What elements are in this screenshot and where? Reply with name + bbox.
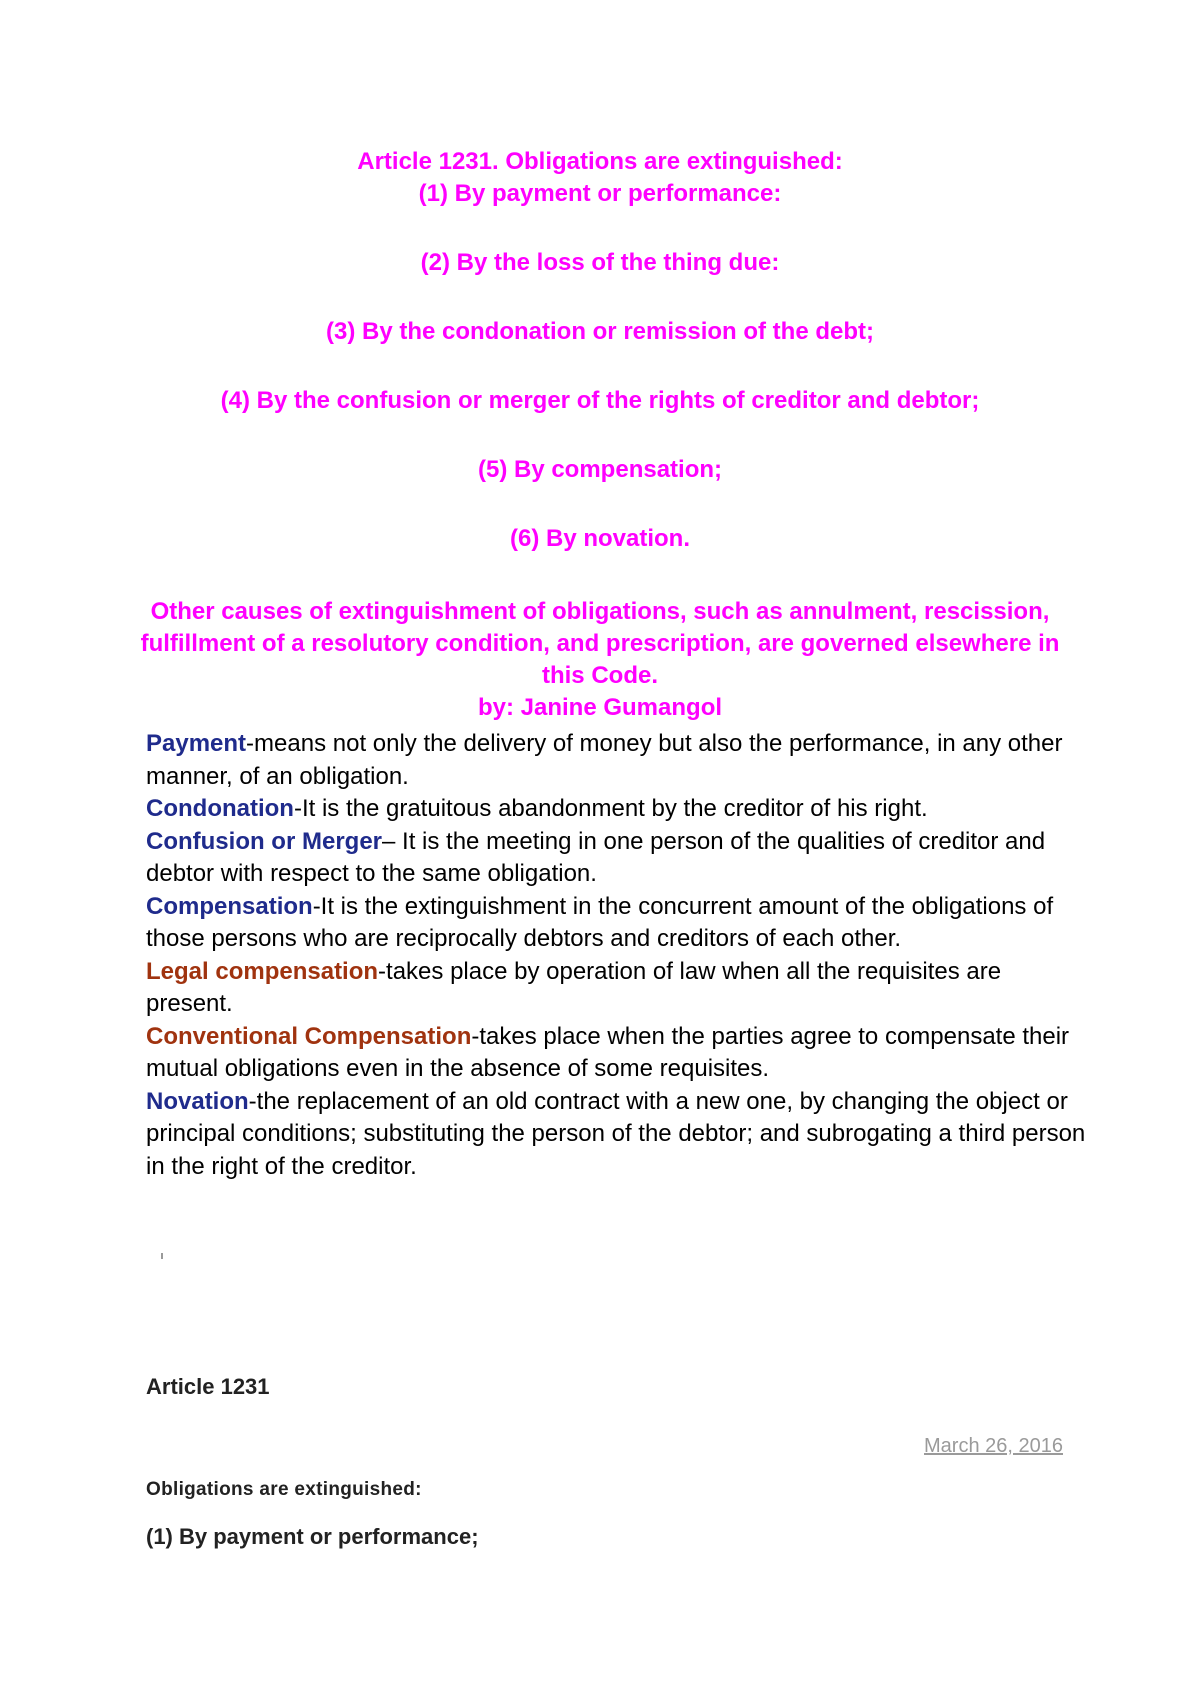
extinguishment-item-1: (1) By payment or performance: <box>418 180 782 207</box>
extinguishment-item-6: (6) By novation. <box>509 525 690 552</box>
stray-mark <box>161 1253 163 1259</box>
post-date-link[interactable]: March 26, 2016 <box>924 1435 1063 1457</box>
definitions-list <box>146 728 1086 1183</box>
definition-legal-compensation <box>146 956 1086 1021</box>
definition-condonation <box>146 793 1086 826</box>
author-byline: by: Janine Gumangol <box>477 694 723 721</box>
definition-conventional-compensation <box>146 1021 1086 1086</box>
definition-text: -takes place by operation of law when all the requisites are present. <box>146 957 1002 1017</box>
definition-text: -means not only the delivery of money but also the performance, in any other manner, of an obligation. <box>146 730 1063 790</box>
definition-text: -the replacement of an old contract with a new one, by changing the object or principal conditions; substituting the person of the debtor; and subrogating a third person in the right of the creditor. <box>146 1087 1086 1180</box>
extinguishment-item-2: (2) By the loss of the thing due: <box>420 249 780 276</box>
definition-term: Compensation <box>146 892 313 920</box>
other-causes-text: Other causes of extinguishment of obligations, such as annulment, rescission, fulfillment of a resolutory condition, and prescription, are governed elsewhere in this Code. <box>140 598 1060 689</box>
definition-term: Novation <box>146 1087 249 1115</box>
payment-item: (1) By payment or performance; <box>146 1524 479 1549</box>
definition-compensation <box>146 891 1086 956</box>
extinguishment-item-4: (4) By the confusion or merger of the rights of creditor and debtor; <box>220 387 980 414</box>
definition-text: -It is the gratuitous abandonment by the creditor of his right. <box>293 795 928 822</box>
definition-term: Legal compensation <box>146 957 379 985</box>
definition-confusion-or-merger <box>146 826 1086 891</box>
definition-term: Confusion or Merger <box>146 827 383 855</box>
other-causes-paragraph <box>140 596 1060 724</box>
extinguishment-item-5: (5) By compensation; <box>477 456 723 483</box>
extinguishment-item-3: (3) By the condonation or remission of the debt; <box>325 318 874 345</box>
definition-novation <box>146 1086 1086 1184</box>
definition-text: -It is the extinguishment in the concurrent amount of the obligations of those persons who are reciprocally debtors and creditors of each other. <box>146 892 1054 952</box>
definition-term: Condonation <box>146 795 294 822</box>
article-title: Article 1231. Obligations are extinguished: <box>357 148 843 175</box>
article-1231-heading-block <box>0 146 1200 555</box>
obligations-subheading: Obligations are extinguished: <box>146 1479 422 1500</box>
definition-text: – It is the meeting in one person of the qualities of creditor and debtor with respect to the same obligation. <box>146 827 1046 887</box>
definition-text: -takes place when the parties agree to compensate their mutual obligations even in the absence of some requisites. <box>146 1022 1070 1082</box>
article-1231-section-title: Article 1231 <box>146 1374 270 1399</box>
definition-payment <box>146 728 1086 793</box>
definition-term: Payment <box>146 730 247 757</box>
definition-term: Conventional Compensation <box>146 1022 472 1050</box>
